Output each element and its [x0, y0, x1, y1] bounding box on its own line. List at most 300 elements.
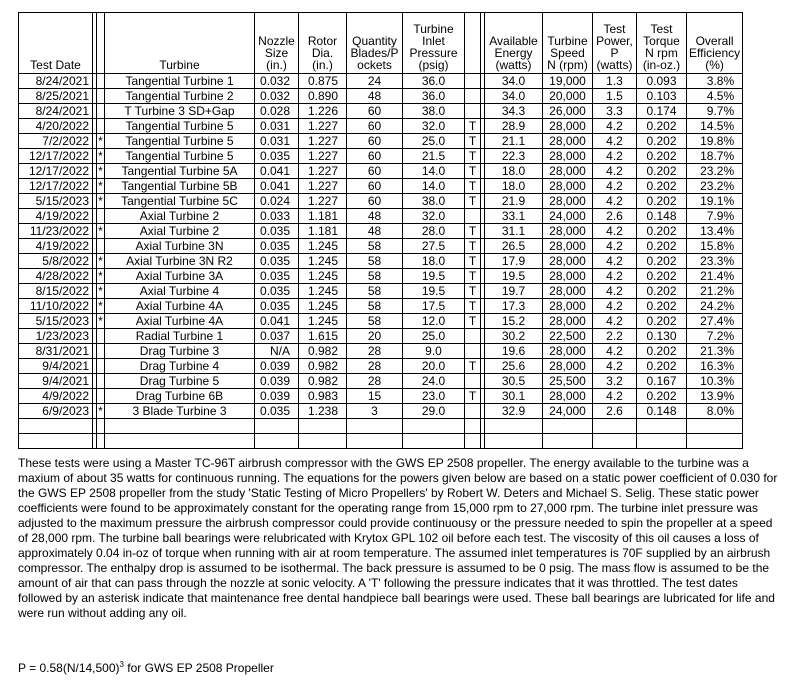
cell-turbine: Axial Turbine 3A [105, 269, 255, 284]
cell-available-energy: 19.7 [485, 284, 543, 299]
cell-bearing-marker: * [98, 314, 103, 328]
cell-test-date: 5/15/2023 [19, 314, 93, 329]
cell-turbine-speed [543, 434, 593, 449]
cell-available-energy [485, 434, 543, 449]
cell-turbine: Axial Turbine 4 [105, 284, 255, 299]
cell-bearing-marker [97, 434, 105, 449]
cell-overall-efficiency: 19.8% [687, 134, 743, 149]
formula-exponent: 3 [119, 660, 124, 669]
table-row [19, 209, 743, 224]
cell-overall-efficiency: 21.2% [687, 284, 743, 299]
table-row [19, 374, 743, 389]
cell-turbine-speed: 28,000 [543, 164, 593, 179]
cell-blades: 24 [347, 74, 403, 89]
cell-rotor-dia: 1.227 [299, 179, 347, 194]
cell-rotor-dia: 1.227 [299, 194, 347, 209]
table-row [19, 254, 743, 269]
cell-turbine-speed: 24,000 [543, 404, 593, 419]
cell-bearing-marker [97, 209, 105, 224]
cell-test-power: 4.2 [593, 119, 637, 134]
cell-test-torque: 0.148 [637, 404, 687, 419]
cell-inlet-pressure: 25.0 [403, 134, 465, 149]
table-row [19, 74, 743, 89]
table-row [19, 194, 743, 209]
table-row [19, 269, 743, 284]
cell-test-power: 4.2 [593, 269, 637, 284]
cell-inlet-pressure: 19.5 [403, 284, 465, 299]
cell-test-torque: 0.202 [637, 254, 687, 269]
cell-test-date: 11/10/2022 [19, 299, 93, 314]
table-row [19, 404, 743, 419]
cell-available-energy: 28.9 [485, 119, 543, 134]
table-row [19, 149, 743, 164]
table-body [19, 74, 743, 449]
cell-test-power: 4.2 [593, 254, 637, 269]
cell-test-power: 4.2 [593, 194, 637, 209]
cell-overall-efficiency: 16.3% [687, 359, 743, 374]
cell-available-energy: 18.0 [485, 179, 543, 194]
cell-turbine-speed: 28,000 [543, 224, 593, 239]
cell-test-date: 1/23/2023 [19, 329, 93, 344]
cell-inlet-pressure: 32.0 [403, 209, 465, 224]
cell-blades: 58 [347, 269, 403, 284]
cell-test-torque: 0.167 [637, 374, 687, 389]
cell-test-power: 4.2 [593, 134, 637, 149]
cell-nozzle-size: 0.035 [255, 284, 299, 299]
cell-throttle-flag [465, 419, 481, 434]
cell-blades: 60 [347, 164, 403, 179]
cell-blades: 60 [347, 119, 403, 134]
cell-test-torque: 0.202 [637, 149, 687, 164]
cell-overall-efficiency: 13.9% [687, 389, 743, 404]
cell-test-power: 2.6 [593, 404, 637, 419]
cell-throttle-flag [465, 329, 481, 344]
cell-available-energy: 17.3 [485, 299, 543, 314]
cell-bearing-marker [97, 104, 105, 119]
cell-blades: 58 [347, 284, 403, 299]
cell-inlet-pressure: 38.0 [403, 194, 465, 209]
cell-test-power [593, 419, 637, 434]
cell-overall-efficiency: 10.3% [687, 374, 743, 389]
cell-bearing-marker: * [98, 179, 103, 193]
cell-test-date: 7/2/2022 [19, 134, 93, 149]
cell-available-energy: 30.2 [485, 329, 543, 344]
cell-nozzle-size: 0.035 [255, 224, 299, 239]
cell-turbine-speed: 22,500 [543, 329, 593, 344]
cell-test-torque: 0.103 [637, 89, 687, 104]
cell-rotor-dia: 1.245 [299, 239, 347, 254]
cell-inlet-pressure: 32.0 [403, 119, 465, 134]
cell-test-date: 8/15/2022 [19, 284, 93, 299]
cell-throttle-flag: T [465, 299, 481, 314]
cell-nozzle-size: 0.039 [255, 359, 299, 374]
cell-inlet-pressure: 19.5 [403, 269, 465, 284]
cell-test-date: 12/17/2022 [19, 164, 93, 179]
cell-rotor-dia: 0.875 [299, 74, 347, 89]
cell-turbine-speed: 26,000 [543, 104, 593, 119]
cell-available-energy: 34.0 [485, 74, 543, 89]
cell-test-torque: 0.174 [637, 104, 687, 119]
header-test-power: Test Power, P (watts) [593, 13, 637, 74]
cell-available-energy: 21.9 [485, 194, 543, 209]
header-turbine: Turbine [105, 13, 255, 74]
table-row [19, 179, 743, 194]
cell-test-date: 12/17/2022 [19, 149, 93, 164]
cell-blades [347, 434, 403, 449]
cell-blades: 3 [347, 404, 403, 419]
cell-turbine-speed: 20,000 [543, 89, 593, 104]
cell-throttle-flag [465, 209, 481, 224]
formula-main: P = 0.58(N/14,500) [18, 661, 120, 675]
cell-available-energy: 34.0 [485, 89, 543, 104]
formula-suffix: for GWS EP 2508 Propeller [123, 661, 274, 675]
cell-turbine: Drag Turbine 5 [105, 374, 255, 389]
cell-nozzle-size: 0.037 [255, 329, 299, 344]
cell-throttle-flag: T [465, 224, 481, 239]
cell-test-torque: 0.202 [637, 239, 687, 254]
cell-test-torque: 0.202 [637, 284, 687, 299]
cell-available-energy: 17.9 [485, 254, 543, 269]
cell-turbine-speed: 25,500 [543, 374, 593, 389]
cell-test-torque: 0.202 [637, 179, 687, 194]
cell-turbine-speed: 28,000 [543, 134, 593, 149]
header-marker [97, 13, 105, 74]
cell-turbine-speed: 28,000 [543, 284, 593, 299]
cell-test-power: 2.2 [593, 329, 637, 344]
cell-available-energy: 15.2 [485, 314, 543, 329]
cell-nozzle-size: 0.028 [255, 104, 299, 119]
cell-test-torque: 0.130 [637, 329, 687, 344]
cell-test-power: 1.5 [593, 89, 637, 104]
cell-bearing-marker [97, 344, 105, 359]
cell-bearing-marker: * [98, 164, 103, 178]
cell-blades [347, 419, 403, 434]
cell-turbine-speed: 28,000 [543, 299, 593, 314]
cell-overall-efficiency: 15.8% [687, 239, 743, 254]
cell-turbine-speed: 28,000 [543, 194, 593, 209]
cell-throttle-flag [465, 104, 481, 119]
cell-rotor-dia: 0.982 [299, 374, 347, 389]
cell-test-torque: 0.202 [637, 119, 687, 134]
cell-turbine-speed: 28,000 [543, 254, 593, 269]
cell-nozzle-size: 0.041 [255, 179, 299, 194]
table-row [19, 164, 743, 179]
cell-test-torque [637, 419, 687, 434]
cell-overall-efficiency: 23.2% [687, 179, 743, 194]
cell-turbine: Tangential Turbine 2 [105, 89, 255, 104]
cell-test-date: 8/25/2021 [19, 89, 93, 104]
cell-test-power: 4.2 [593, 239, 637, 254]
cell-nozzle-size: 0.035 [255, 404, 299, 419]
cell-rotor-dia: 1.181 [299, 209, 347, 224]
cell-bearing-marker: * [98, 269, 103, 283]
cell-bearing-marker [97, 329, 105, 344]
cell-turbine: Axial Turbine 2 [105, 224, 255, 239]
table-row [19, 299, 743, 314]
cell-rotor-dia: 1.227 [299, 119, 347, 134]
cell-throttle-flag: T [465, 149, 481, 164]
cell-rotor-dia: 1.615 [299, 329, 347, 344]
cell-turbine: Axial Turbine 3N [105, 239, 255, 254]
cell-bearing-marker [97, 374, 105, 389]
cell-overall-efficiency: 13.4% [687, 224, 743, 239]
cell-throttle-flag [465, 74, 481, 89]
cell-inlet-pressure: 14.0 [403, 179, 465, 194]
cell-inlet-pressure: 36.0 [403, 89, 465, 104]
cell-rotor-dia [299, 434, 347, 449]
cell-throttle-flag: T [465, 359, 481, 374]
cell-rotor-dia [299, 419, 347, 434]
cell-nozzle-size: 0.035 [255, 269, 299, 284]
cell-overall-efficiency: 19.1% [687, 194, 743, 209]
cell-blades: 28 [347, 374, 403, 389]
cell-nozzle-size [255, 434, 299, 449]
cell-inlet-pressure [403, 434, 465, 449]
cell-inlet-pressure: 20.0 [403, 359, 465, 374]
cell-throttle-flag [465, 434, 481, 449]
cell-turbine: Tangential Turbine 5 [105, 149, 255, 164]
cell-nozzle-size: 0.035 [255, 254, 299, 269]
cell-turbine-speed: 28,000 [543, 359, 593, 374]
cell-blades: 28 [347, 344, 403, 359]
cell-overall-efficiency: 3.8% [687, 74, 743, 89]
cell-test-date: 8/24/2021 [19, 104, 93, 119]
cell-turbine: Tangential Turbine 5B [105, 179, 255, 194]
cell-turbine: Axial Turbine 3N R2 [105, 254, 255, 269]
cell-bearing-marker: * [98, 149, 103, 163]
header-test-torque: Test Torque N rpm (in-oz.) [637, 13, 687, 74]
cell-test-date: 12/17/2022 [19, 179, 93, 194]
empty-table-row [19, 434, 743, 449]
cell-test-date: 5/15/2023 [19, 194, 93, 209]
cell-overall-efficiency [687, 419, 743, 434]
cell-throttle-flag [465, 344, 481, 359]
header-row [19, 13, 743, 74]
cell-test-torque: 0.202 [637, 269, 687, 284]
cell-overall-efficiency: 9.7% [687, 104, 743, 119]
cell-test-date: 4/20/2022 [19, 119, 93, 134]
cell-test-torque: 0.093 [637, 74, 687, 89]
cell-bearing-marker: * [98, 404, 103, 418]
cell-nozzle-size: 0.039 [255, 374, 299, 389]
cell-available-energy: 25.6 [485, 359, 543, 374]
cell-overall-efficiency: 7.2% [687, 329, 743, 344]
cell-blades: 60 [347, 149, 403, 164]
cell-turbine-speed [543, 419, 593, 434]
cell-test-date [19, 434, 93, 449]
cell-available-energy: 26.5 [485, 239, 543, 254]
cell-test-torque: 0.202 [637, 359, 687, 374]
header-rotor-dia: Rotor Dia. (in.) [299, 13, 347, 74]
cell-overall-efficiency: 21.4% [687, 269, 743, 284]
cell-test-power: 4.2 [593, 224, 637, 239]
cell-blades: 48 [347, 209, 403, 224]
cell-turbine: 3 Blade Turbine 3 [105, 404, 255, 419]
cell-throttle-flag [465, 89, 481, 104]
cell-rotor-dia: 0.982 [299, 359, 347, 374]
cell-turbine: Tangential Turbine 1 [105, 74, 255, 89]
cell-rotor-dia: 1.245 [299, 284, 347, 299]
cell-throttle-flag: T [465, 134, 481, 149]
cell-test-power: 3.3 [593, 104, 637, 119]
cell-turbine [105, 434, 255, 449]
header-throttle [465, 13, 481, 74]
cell-turbine-speed: 19,000 [543, 74, 593, 89]
cell-turbine: Axial Turbine 4A [105, 314, 255, 329]
cell-throttle-flag: T [465, 179, 481, 194]
cell-test-date: 4/28/2022 [19, 269, 93, 284]
cell-available-energy: 34.3 [485, 104, 543, 119]
cell-blades: 58 [347, 299, 403, 314]
cell-bearing-marker [97, 239, 105, 254]
cell-bearing-marker: * [98, 254, 103, 268]
cell-turbine-speed: 28,000 [543, 389, 593, 404]
cell-test-power: 4.2 [593, 179, 637, 194]
cell-turbine: Tangential Turbine 5 [105, 119, 255, 134]
cell-nozzle-size: 0.024 [255, 194, 299, 209]
cell-rotor-dia: 1.245 [299, 254, 347, 269]
cell-turbine: Tangential Turbine 5 [105, 134, 255, 149]
cell-overall-efficiency: 23.3% [687, 254, 743, 269]
cell-overall-efficiency: 21.3% [687, 344, 743, 359]
cell-throttle-flag: T [465, 269, 481, 284]
cell-test-power: 4.2 [593, 164, 637, 179]
table-row [19, 134, 743, 149]
cell-available-energy: 30.1 [485, 389, 543, 404]
cell-test-date: 8/31/2021 [19, 344, 93, 359]
cell-nozzle-size: 0.031 [255, 119, 299, 134]
cell-inlet-pressure: 21.5 [403, 149, 465, 164]
cell-test-power: 4.2 [593, 359, 637, 374]
cell-nozzle-size: 0.035 [255, 239, 299, 254]
cell-bearing-marker: * [98, 194, 103, 208]
cell-bearing-marker: * [98, 284, 103, 298]
cell-inlet-pressure: 25.0 [403, 329, 465, 344]
cell-turbine: Tangential Turbine 5C [105, 194, 255, 209]
cell-bearing-marker [97, 389, 105, 404]
cell-rotor-dia: 0.983 [299, 389, 347, 404]
cell-nozzle-size: 0.039 [255, 389, 299, 404]
cell-test-date: 4/19/2022 [19, 239, 93, 254]
cell-test-power: 1.3 [593, 74, 637, 89]
cell-test-torque: 0.202 [637, 344, 687, 359]
cell-available-energy: 22.3 [485, 149, 543, 164]
cell-bearing-marker [97, 419, 105, 434]
cell-available-energy: 19.6 [485, 344, 543, 359]
cell-nozzle-size: 0.041 [255, 314, 299, 329]
cell-test-torque: 0.202 [637, 224, 687, 239]
header-overall-efficiency: Overall Efficiency (%) [687, 13, 743, 74]
cell-turbine-speed: 28,000 [543, 119, 593, 134]
cell-turbine-speed: 24,000 [543, 209, 593, 224]
table-row [19, 224, 743, 239]
cell-overall-efficiency: 27.4% [687, 314, 743, 329]
cell-rotor-dia: 1.245 [299, 299, 347, 314]
cell-turbine: Drag Turbine 6B [105, 389, 255, 404]
cell-blades: 60 [347, 134, 403, 149]
table-row [19, 389, 743, 404]
cell-turbine-speed: 28,000 [543, 149, 593, 164]
cell-inlet-pressure: 38.0 [403, 104, 465, 119]
cell-rotor-dia: 1.245 [299, 269, 347, 284]
cell-nozzle-size [255, 419, 299, 434]
cell-test-power: 4.2 [593, 149, 637, 164]
cell-turbine-speed: 28,000 [543, 239, 593, 254]
cell-nozzle-size: 0.032 [255, 89, 299, 104]
cell-test-power: 4.2 [593, 389, 637, 404]
cell-test-torque: 0.202 [637, 299, 687, 314]
cell-test-torque: 0.202 [637, 194, 687, 209]
cell-turbine-speed: 28,000 [543, 269, 593, 284]
cell-inlet-pressure: 17.5 [403, 299, 465, 314]
table-row [19, 239, 743, 254]
cell-blades: 28 [347, 359, 403, 374]
cell-test-date: 11/23/2022 [19, 224, 93, 239]
cell-nozzle-size: 0.041 [255, 164, 299, 179]
cell-rotor-dia: 0.982 [299, 344, 347, 359]
cell-overall-efficiency: 8.0% [687, 404, 743, 419]
cell-test-torque [637, 434, 687, 449]
cell-turbine: Radial Turbine 1 [105, 329, 255, 344]
table-row [19, 104, 743, 119]
cell-inlet-pressure: 36.0 [403, 74, 465, 89]
cell-throttle-flag: T [465, 284, 481, 299]
cell-throttle-flag: T [465, 194, 481, 209]
cell-available-energy [485, 419, 543, 434]
table-row [19, 314, 743, 329]
cell-turbine-speed: 28,000 [543, 344, 593, 359]
cell-blades: 58 [347, 314, 403, 329]
cell-test-torque: 0.202 [637, 314, 687, 329]
cell-blades: 60 [347, 104, 403, 119]
cell-turbine: Axial Turbine 2 [105, 209, 255, 224]
cell-rotor-dia: 1.227 [299, 134, 347, 149]
cell-throttle-flag: T [465, 389, 481, 404]
table-row [19, 119, 743, 134]
cell-inlet-pressure: 12.0 [403, 314, 465, 329]
cell-inlet-pressure: 24.0 [403, 374, 465, 389]
cell-turbine: Drag Turbine 3 [105, 344, 255, 359]
cell-nozzle-size: 0.031 [255, 134, 299, 149]
header-turbine-speed: Turbine Speed N (rpm) [543, 13, 593, 74]
cell-test-date: 9/4/2021 [19, 374, 93, 389]
cell-test-date [19, 419, 93, 434]
cell-available-energy: 33.1 [485, 209, 543, 224]
cell-test-date: 8/24/2021 [19, 74, 93, 89]
cell-test-date: 4/19/2022 [19, 209, 93, 224]
header-available-energy: Available Energy (watts) [485, 13, 543, 74]
cell-test-date: 5/8/2022 [19, 254, 93, 269]
cell-test-power: 4.2 [593, 299, 637, 314]
cell-test-power: 3.2 [593, 374, 637, 389]
cell-blades: 60 [347, 179, 403, 194]
cell-inlet-pressure: 28.0 [403, 224, 465, 239]
notes-paragraph: These tests were using a Master TC-96T airbrush compressor with the GWS EP 2508 propeller. The energy available to the turbine was a maxium of about 35 watts for continuous running. The equations for the powers given below are based on a static power coefficient of 0.030 for the GWS EP 2508 propeller from the study 'Static Testing of Micro Propellers' by Robert W. Deters and Michael S. Selig. These static power coefficients were found to be approximately constant for the operating range from 15,000 rpm to 27,000 rpm. The turbine inlet pressure was adjusted to the maximum pressure the airbrush compressor could provide continuousy or the pressure needed to spin the propeller at a speed of 28,000 rpm. The turbine ball bearings were relubricated with Krytox GPL 102 oil before each test. The viscosity of this oil causes a loss of approximately 0.04 in-oz of torque when running with air at room temperature. The assumed inlet temperatures is 70F supplied by an airbrush compressor. The enthalpy drop is assumed to be isothermal. The back pressure is assumed to be 0 psig. The mass flow is assumed to be the amount of air that can pass through the nozzle at sonic velocity. A 'T' following the pressure indicates that it was throttled. The test dates followed by an asterisk indicate that maintenance free dental handpiece ball bearings were used. These ball bearings are lubricated for life and were run without adding any oil. [18, 456, 778, 620]
cell-turbine-speed: 28,000 [543, 179, 593, 194]
cell-rotor-dia: 1.227 [299, 149, 347, 164]
header-blades: Quantity Blades/P ockets [347, 13, 403, 74]
cell-turbine: T Turbine 3 SD+Gap [105, 104, 255, 119]
table-row [19, 344, 743, 359]
cell-throttle-flag [465, 374, 481, 389]
empty-table-row [19, 419, 743, 434]
cell-nozzle-size: 0.035 [255, 299, 299, 314]
cell-blades: 20 [347, 329, 403, 344]
cell-test-torque: 0.202 [637, 164, 687, 179]
header-inlet-pressure: Turbine Inlet Pressure (psig) [403, 13, 465, 74]
cell-nozzle-size: N/A [255, 344, 299, 359]
cell-turbine: Axial Turbine 4A [105, 299, 255, 314]
